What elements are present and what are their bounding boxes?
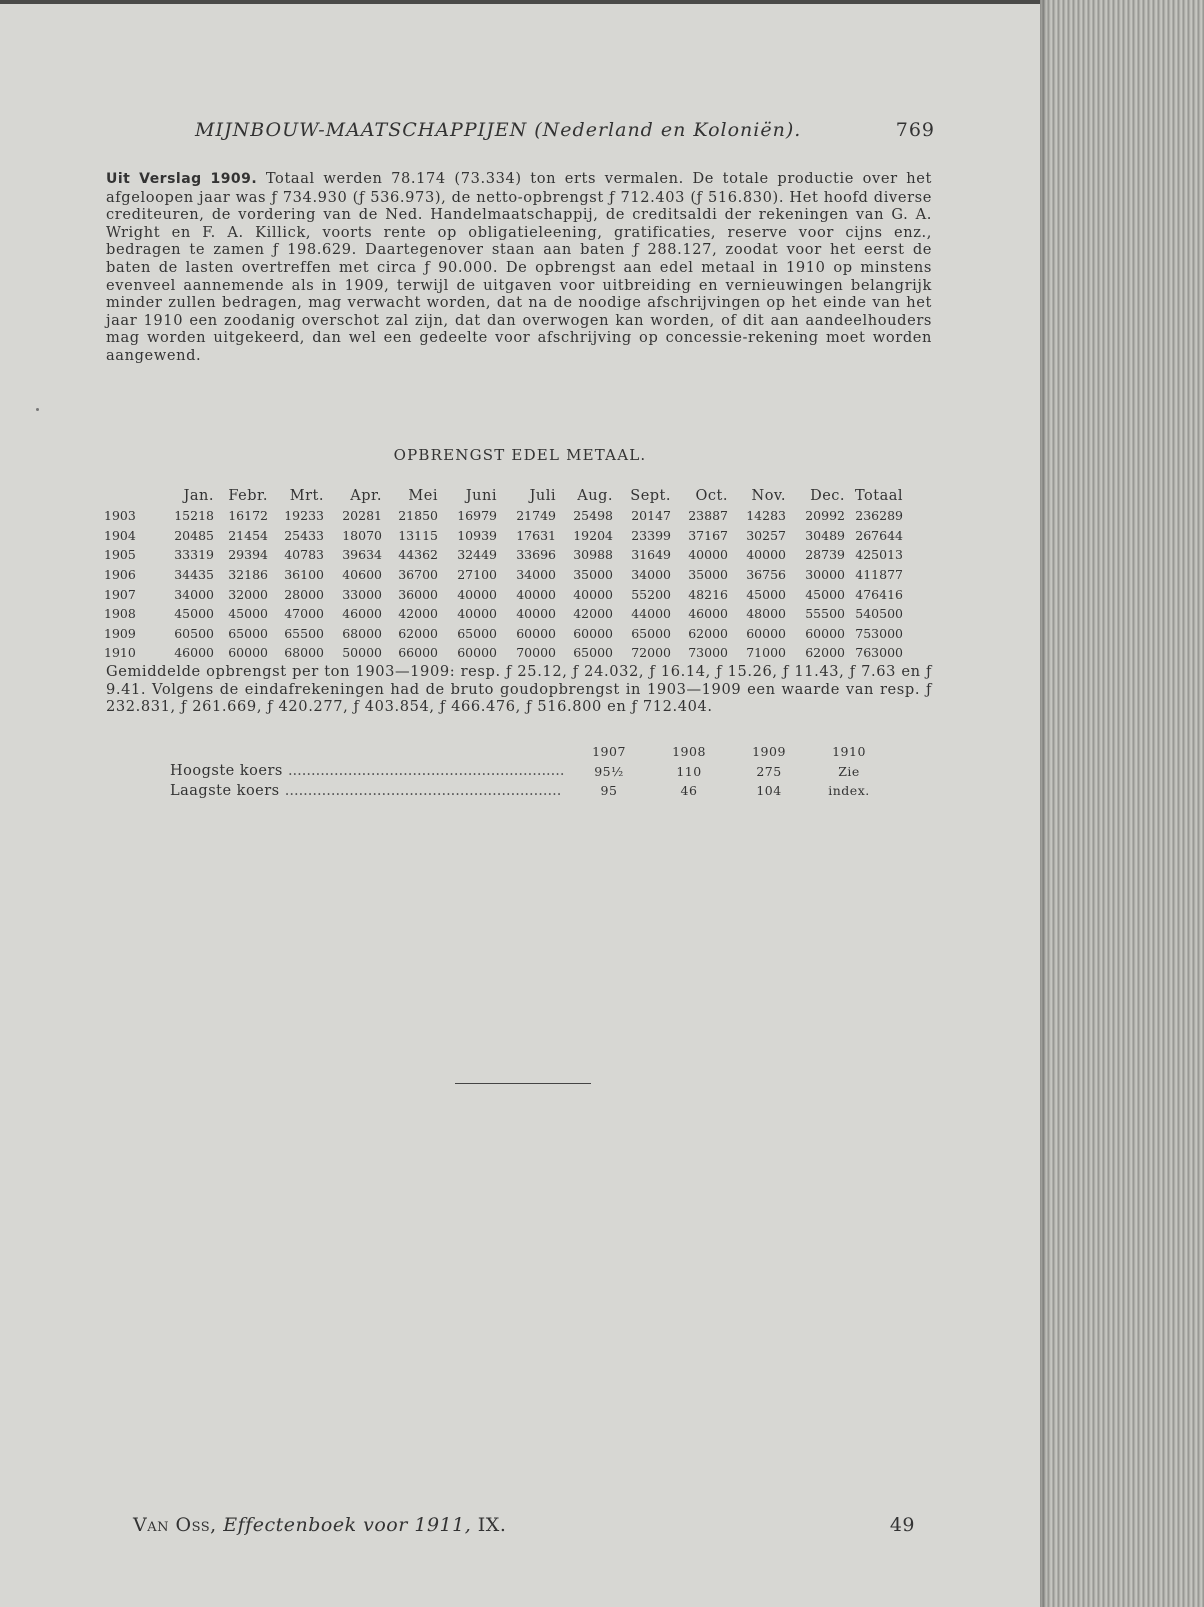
table-cell: 28000 — [284, 586, 324, 602]
table-cell: 47000 — [284, 606, 324, 622]
table-cell: 40600 — [342, 567, 382, 583]
table-cell: 60000 — [516, 625, 556, 641]
table-cell: 753000 — [855, 625, 903, 641]
price-table — [170, 742, 889, 801]
table-cell: 46000 — [342, 606, 382, 622]
table-row — [104, 506, 903, 526]
table-cell: 32186 — [228, 567, 268, 583]
table-cell: 1910 — [104, 645, 136, 661]
table-cell: 1907 — [104, 586, 136, 602]
column-header: Apr. — [350, 488, 382, 504]
table-cell: 1904 — [104, 527, 136, 543]
table-cell: 42000 — [398, 606, 438, 622]
table-row — [104, 624, 903, 644]
table-cell: 33696 — [516, 547, 556, 563]
table-cell: 42000 — [573, 606, 613, 622]
table-row — [104, 584, 903, 604]
table-cell: 39634 — [342, 547, 382, 563]
price-cell: 95½ — [594, 763, 624, 779]
table-cell: 14283 — [746, 508, 786, 524]
production-header-row — [104, 486, 903, 506]
table-cell: 34000 — [516, 567, 556, 583]
table-cell: 60000 — [573, 625, 613, 641]
table-cell: 68000 — [342, 625, 382, 641]
table-cell: 17631 — [516, 527, 556, 543]
table-cell: 48216 — [688, 586, 728, 602]
table-cell: 1906 — [104, 567, 136, 583]
page-footer — [133, 1514, 915, 1544]
table-cell: 19233 — [284, 508, 324, 524]
table-cell: 18070 — [342, 527, 382, 543]
production-table-title: OPBRENGST EDEL METAAL. — [393, 446, 647, 464]
table-cell: 45000 — [805, 586, 845, 602]
table-cell: 425013 — [855, 547, 903, 563]
table-cell: 21454 — [228, 527, 268, 543]
price-cell: 95 — [600, 783, 618, 799]
table-cell: 34000 — [631, 567, 671, 583]
table-cell: 36700 — [398, 567, 438, 583]
table-cell: 20281 — [342, 508, 382, 524]
table-cell: 40000 — [688, 547, 728, 563]
page-stack-edge — [1040, 0, 1204, 1607]
table-cell: 1905 — [104, 547, 136, 563]
table-row — [104, 545, 903, 565]
running-header — [195, 119, 935, 147]
price-label: Hoogste koers — [170, 763, 283, 780]
column-header: Nov. — [751, 488, 786, 504]
table-cell: 540500 — [855, 606, 903, 622]
averages-paragraph: Gemiddelde opbrengst per ton 1903—1909: resp. ƒ 25.12, ƒ 24.032, ƒ 16.14, ƒ 15.26, ƒ 11.43, ƒ 7.63 en ƒ 9.41. Volgens de eindafrekeningen had de bruto goudopbrengst in 1903—1909 een waarde van resp. ƒ 232.831, ƒ 261.669, ƒ 420.277, ƒ 403.854, ƒ 466.476, ƒ 516.800 en ƒ 712.404. — [106, 663, 932, 716]
table-cell: 36756 — [746, 567, 786, 583]
table-cell: 10939 — [457, 527, 497, 543]
table-cell: 60000 — [457, 645, 497, 661]
table-cell: 62000 — [398, 625, 438, 641]
table-cell: 15218 — [174, 508, 214, 524]
table-cell: 36000 — [398, 586, 438, 602]
table-cell: 32000 — [228, 586, 268, 602]
column-header: Sept. — [630, 488, 671, 504]
table-cell: 20485 — [174, 527, 214, 543]
column-header: Aug. — [577, 488, 613, 504]
table-cell: 45000 — [174, 606, 214, 622]
table-cell: 65500 — [284, 625, 324, 641]
table-cell: 65000 — [631, 625, 671, 641]
table-cell: 66000 — [398, 645, 438, 661]
table-cell: 34000 — [174, 586, 214, 602]
price-cell: Zie — [838, 763, 860, 779]
report-lead: Uit Verslag 1909. — [106, 171, 258, 187]
table-cell: 1903 — [104, 508, 136, 524]
table-cell: 33000 — [342, 586, 382, 602]
table-cell: 35000 — [688, 567, 728, 583]
table-cell: 37167 — [688, 527, 728, 543]
leader-dots: ............................................................ — [284, 782, 562, 799]
table-cell: 72000 — [631, 645, 671, 661]
table-cell: 16172 — [228, 508, 268, 524]
table-cell: 73000 — [688, 645, 728, 661]
price-cell: 46 — [680, 783, 698, 799]
table-cell: 40000 — [516, 586, 556, 602]
table-cell: 30988 — [573, 547, 613, 563]
table-cell: 476416 — [855, 586, 903, 602]
table-cell: 55200 — [631, 586, 671, 602]
column-header: Febr. — [228, 488, 268, 504]
table-cell: 28739 — [805, 547, 845, 563]
table-cell: 55500 — [805, 606, 845, 622]
table-cell: 62000 — [688, 625, 728, 641]
table-cell: 65000 — [573, 645, 613, 661]
table-cell: 60000 — [228, 645, 268, 661]
table-cell: 763000 — [855, 645, 903, 661]
page-gutter-shadow — [1040, 0, 1048, 1607]
table-cell: 50000 — [342, 645, 382, 661]
year-header: 1908 — [672, 744, 706, 760]
table-cell: 44000 — [631, 606, 671, 622]
table-cell: 33319 — [174, 547, 214, 563]
table-cell: 46000 — [688, 606, 728, 622]
table-cell: 46000 — [174, 645, 214, 661]
table-cell: 30257 — [746, 527, 786, 543]
table-cell: 21749 — [516, 508, 556, 524]
column-header: Juli — [529, 488, 556, 504]
price-label: Laagste koers — [170, 782, 280, 799]
table-cell: 267644 — [855, 527, 903, 543]
footer-volume: IX. — [477, 1514, 507, 1536]
table-cell: 20147 — [631, 508, 671, 524]
table-cell: 40000 — [516, 606, 556, 622]
table-cell: 19204 — [573, 527, 613, 543]
table-cell: 40000 — [457, 606, 497, 622]
table-cell: 65000 — [228, 625, 268, 641]
table-cell: 30000 — [805, 567, 845, 583]
table-cell: 65000 — [457, 625, 497, 641]
table-row — [104, 565, 903, 585]
column-header: Juni — [465, 488, 497, 504]
paper-speck — [36, 408, 39, 411]
table-cell: 48000 — [746, 606, 786, 622]
table-cell: 236289 — [855, 508, 903, 524]
table-cell: 44362 — [398, 547, 438, 563]
table-cell: 71000 — [746, 645, 786, 661]
section-divider — [455, 1083, 591, 1084]
table-cell: 21850 — [398, 508, 438, 524]
table-cell: 60000 — [746, 625, 786, 641]
table-cell: 31649 — [631, 547, 671, 563]
table-cell: 68000 — [284, 645, 324, 661]
column-header: Dec. — [810, 488, 845, 504]
table-cell: 20992 — [805, 508, 845, 524]
column-header: Oct. — [695, 488, 728, 504]
year-header: 1907 — [592, 744, 626, 760]
column-header — [104, 486, 148, 506]
table-cell: 27100 — [457, 567, 497, 583]
year-header: 1910 — [832, 744, 866, 760]
price-header-row — [170, 742, 889, 762]
column-header: Jan. — [183, 488, 214, 504]
table-cell: 70000 — [516, 645, 556, 661]
table-row — [104, 643, 903, 663]
table-cell: 25498 — [573, 508, 613, 524]
table-cell: 45000 — [228, 606, 268, 622]
price-cell: 110 — [676, 763, 702, 779]
column-header: Mei — [408, 488, 438, 504]
footer-page-number: 49 — [889, 1514, 915, 1536]
report-paragraph — [106, 170, 932, 365]
column-header: Mrt. — [289, 488, 324, 504]
table-row — [104, 604, 903, 624]
table-cell: 60500 — [174, 625, 214, 641]
price-cell: 104 — [756, 783, 782, 799]
table-cell: 36100 — [284, 567, 324, 583]
table-cell: 35000 — [573, 567, 613, 583]
table-cell: 23887 — [688, 508, 728, 524]
report-text: Totaal werden 78.174 (73.334) ton erts vermalen. De totale productie over het afgeloopen jaar was ƒ 734.930 (ƒ 536.973), de netto-opbrengst ƒ 712.403 (ƒ 516.830). Het hoofd diverse crediteuren, de vordering van de Ned. Handelmaatschappij, de creditsaldi der rekeningen van G. A. Wright en F. A. Killick, voorts rente op obligatieleening, gratificaties, reserve voor cijns enz., bedragen te zamen ƒ 198.629. Daartegenover staan aan baten ƒ 288.127, zoodat voor het eerst de baten de lasten overtreffen met circa ƒ 90.000. De opbrengst aan edel metaal in 1910 op minstens evenveel aannemende als in 1909, terwijl de uitgaven voor uitbreiding en vernieuwingen belangrijk minder zullen bedragen, mag verwacht worden, dat na de noodige afschrijvingen op het einde van het jaar 1910 een zoodanig overschot zal zijn, dat dan overwogen kan worden, of dit aan aandeelhouders mag worden uitgekeerd, dan wel een gedeelte voor afschrijving op concessie-rekening moet worden aangewend. — [106, 170, 932, 364]
table-cell: 411877 — [855, 567, 903, 583]
price-cell: 275 — [756, 763, 782, 779]
price-row-high — [170, 762, 889, 782]
table-cell: 32449 — [457, 547, 497, 563]
table-cell: 62000 — [805, 645, 845, 661]
leader-dots: ............................................................ — [287, 763, 565, 780]
table-cell: 16979 — [457, 508, 497, 524]
price-row-low — [170, 781, 889, 801]
table-cell: 40000 — [457, 586, 497, 602]
table-cell: 13115 — [398, 527, 438, 543]
year-header: 1909 — [752, 744, 786, 760]
table-cell: 60000 — [805, 625, 845, 641]
table-cell: 29394 — [228, 547, 268, 563]
table-cell: 40000 — [746, 547, 786, 563]
production-table — [104, 486, 903, 663]
price-cell: index. — [828, 783, 870, 799]
table-cell: 45000 — [746, 586, 786, 602]
table-cell: 30489 — [805, 527, 845, 543]
table-cell: 23399 — [631, 527, 671, 543]
column-header: Totaal — [854, 488, 903, 504]
header-page-number: 769 — [895, 119, 935, 141]
header-title: MIJNBOUW-MAATSCHAPPIJEN (Nederland en Koloniën). — [195, 119, 802, 141]
table-cell: 40000 — [573, 586, 613, 602]
footer-book-title: Effectenboek voor 1911, — [223, 1514, 472, 1536]
table-row — [104, 526, 903, 546]
table-cell: 40783 — [284, 547, 324, 563]
footer-author: Van Oss, — [133, 1514, 217, 1536]
table-cell: 1909 — [104, 625, 136, 641]
table-cell: 34435 — [174, 567, 214, 583]
table-cell: 1908 — [104, 606, 136, 622]
table-cell: 25433 — [284, 527, 324, 543]
